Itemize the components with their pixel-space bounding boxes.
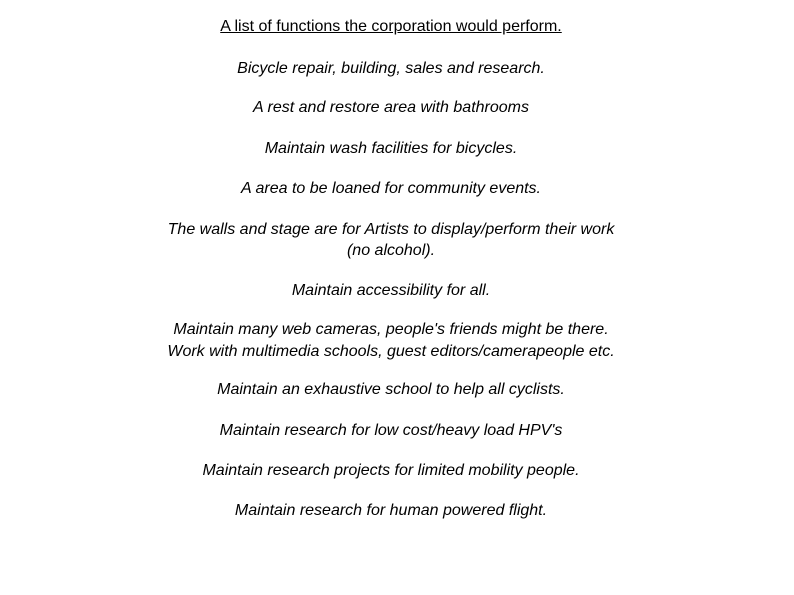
function-item: Maintain wash facilities for bicycles.: [264, 140, 518, 157]
function-item: Maintain many web cameras, people's friends might be there.: [173, 321, 609, 338]
function-item: Maintain research projects for limited mobility people.: [202, 462, 580, 479]
function-item: Maintain research for low cost/heavy load HPV's: [219, 422, 563, 439]
function-item: A area to be loaned for community events.: [240, 180, 541, 197]
function-item: Maintain research for human powered flight.: [234, 502, 548, 519]
function-item: A rest and restore area with bathrooms: [253, 99, 529, 116]
list-title: A list of functions the corporation would perform.: [220, 18, 562, 35]
function-item-continuation: (no alcohol).: [346, 242, 436, 259]
function-item: Work with multimedia schools, guest editors/camerapeople etc.: [167, 343, 615, 360]
function-item: The walls and stage are for Artists to display/perform their work: [167, 221, 615, 238]
function-item: Maintain accessibility for all.: [291, 282, 491, 299]
function-item: Bicycle repair, building, sales and research.: [237, 60, 545, 77]
function-item: Maintain an exhaustive school to help all cyclists.: [217, 381, 565, 398]
